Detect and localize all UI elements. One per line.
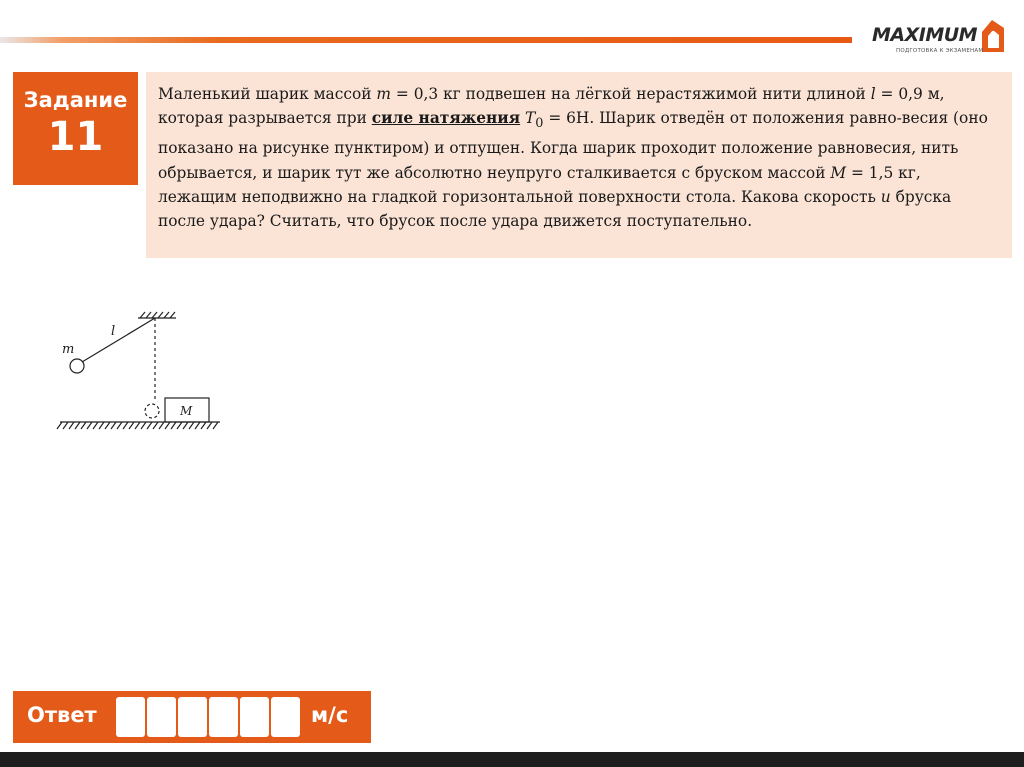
problem-text-part: = 6Н. Шарик отведён от положения равно-весия (оно показано на рисунке пунктиром) и отпущен. Когда шарик проходит положение равновесия, нить обрывается, и шарик тут же абсолютно неупруго сталкивается с бруском массой	[158, 109, 988, 182]
answer-cell[interactable]	[271, 697, 300, 737]
problem-text	[158, 82, 1003, 233]
var-T-subscript: 0	[535, 116, 544, 132]
var-m: m	[376, 85, 392, 103]
brand-logo	[872, 18, 1012, 62]
answer-cell[interactable]	[147, 697, 176, 737]
label-M: M	[180, 404, 193, 418]
label-m: m	[62, 342, 75, 357]
var-l: l	[870, 85, 876, 103]
var-u: u	[880, 187, 891, 206]
answer-cell[interactable]	[116, 697, 145, 737]
tension-term-link[interactable]: силе натяжения	[371, 109, 521, 128]
ceiling-hatch	[140, 312, 175, 318]
answer-bar	[13, 691, 371, 743]
logo-wordmark: MAXIMUM	[872, 24, 978, 46]
label-l: l	[111, 324, 116, 339]
answer-unit: м/с	[311, 703, 349, 727]
pendulum-diagram	[56, 305, 226, 440]
pendulum-ball	[70, 359, 84, 373]
pendulum-string	[82, 318, 155, 362]
task-badge	[13, 72, 138, 185]
task-number: 11	[47, 114, 104, 160]
answer-input-cells	[116, 697, 300, 737]
answer-cell[interactable]	[240, 697, 269, 737]
answer-cell[interactable]	[178, 697, 207, 737]
var-T: T	[525, 109, 536, 128]
problem-text-part: Маленький шарик массой	[158, 85, 377, 103]
footer-bar	[0, 752, 1024, 767]
logo-subtitle: ПОДГОТОВКА К ЭКЗАМЕНАМ	[896, 48, 984, 54]
var-M: M	[830, 163, 847, 182]
header-divider	[0, 37, 852, 43]
problem-statement-box	[146, 72, 1012, 258]
answer-cell[interactable]	[209, 697, 238, 737]
task-label: Задание	[23, 88, 128, 112]
problem-text-part: = 0,9 м, которая разрывается при	[158, 85, 945, 128]
problem-text-part: бруска после удара? Считать, что брусок после удара движется поступательно.	[158, 187, 952, 231]
floor-hatch	[57, 422, 218, 429]
equilibrium-ball-dashed	[145, 404, 159, 418]
answer-label: Ответ	[27, 703, 97, 727]
problem-text-part: = 1,5 кг, лежащим неподвижно на гладкой горизонтальной поверхности стола. Какова скорость	[158, 163, 921, 206]
problem-text-part: = 0,3 кг подвешен на лёгкой нерастяжимой нити длиной	[391, 85, 871, 103]
